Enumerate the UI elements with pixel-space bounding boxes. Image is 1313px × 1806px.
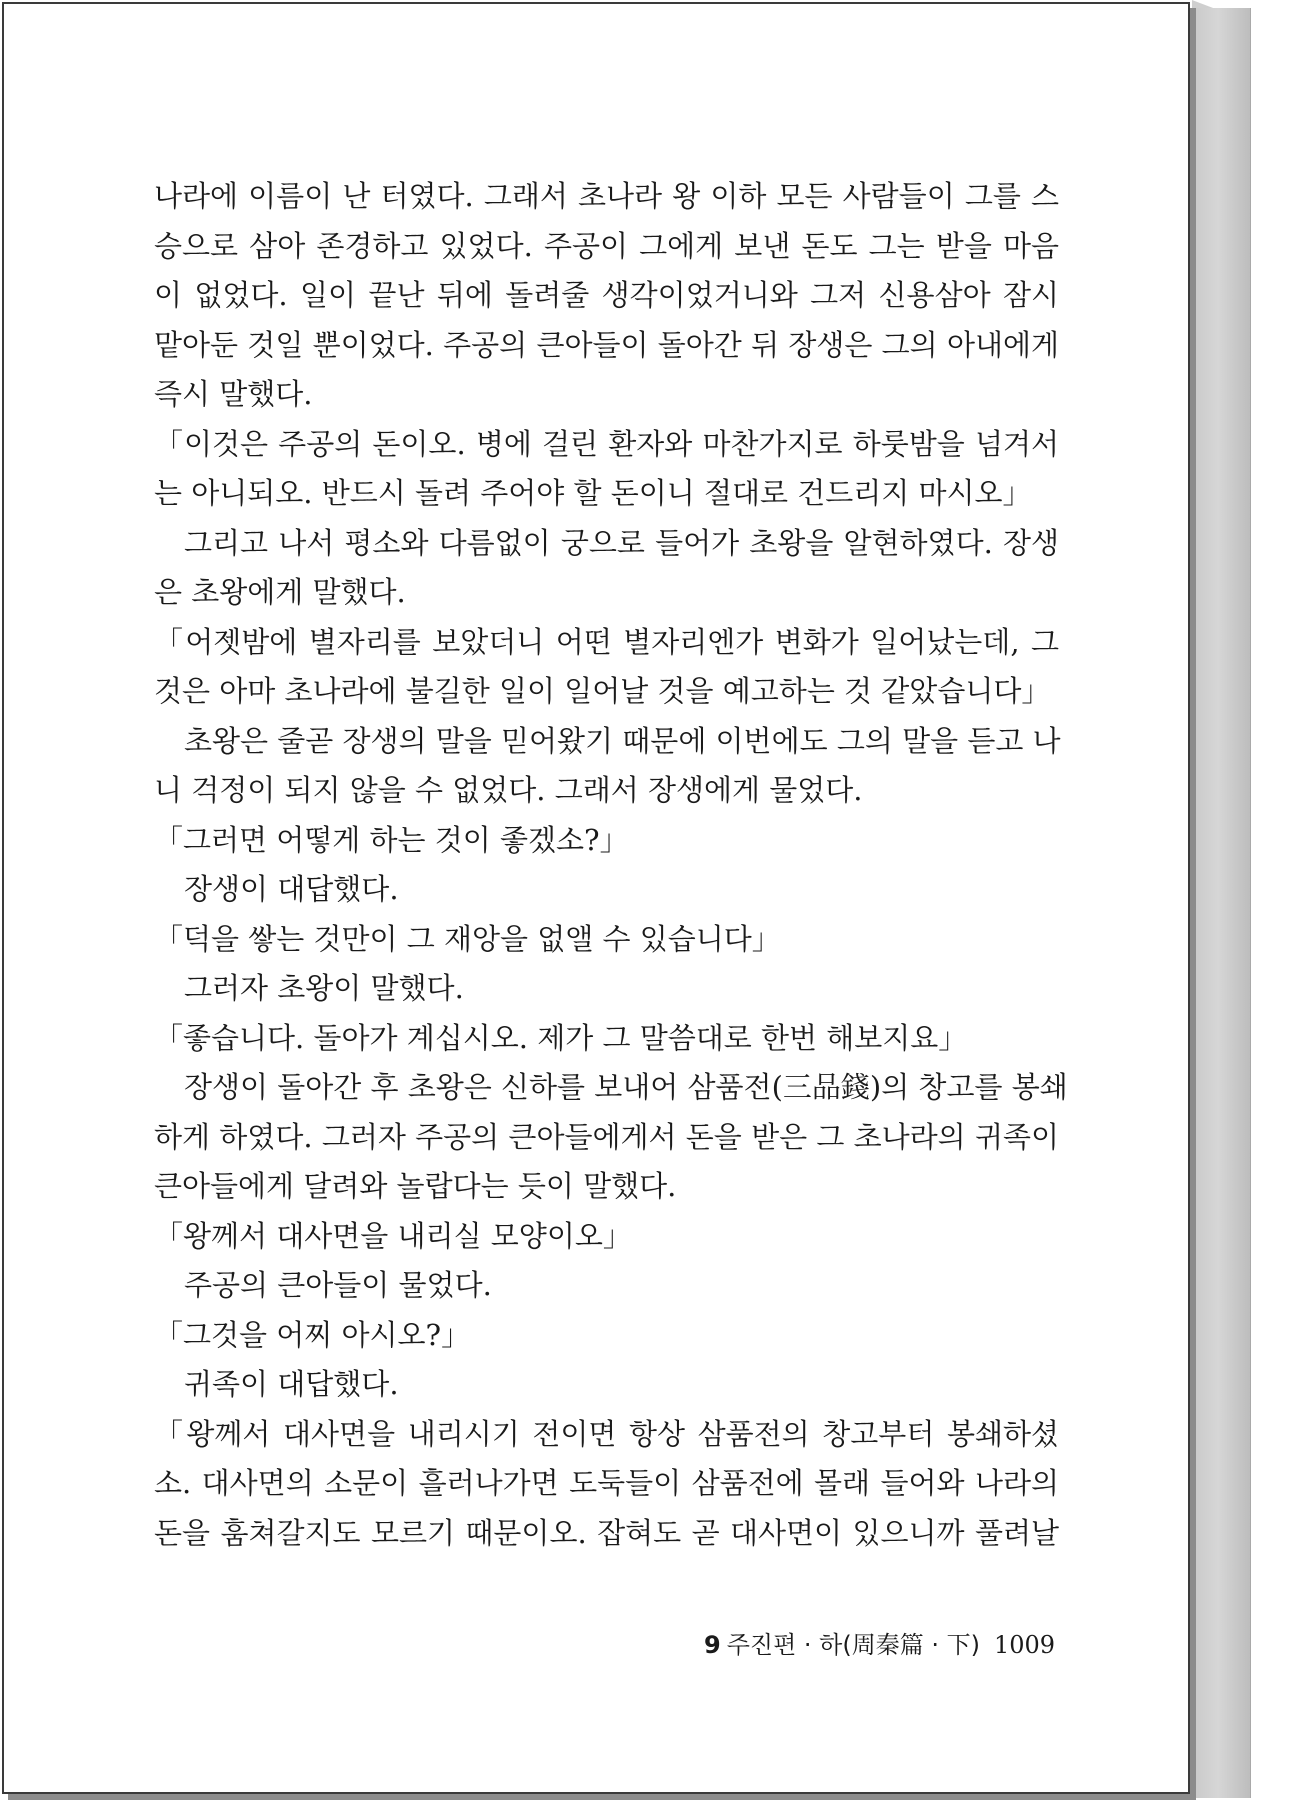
dialogue-line: 「그것을 어찌 아시오?」 xyxy=(154,1317,471,1352)
text-line: 그러자 초왕이 말했다. xyxy=(184,971,464,1005)
text-line: 귀족이 대답했다. xyxy=(184,1367,399,1401)
dialogue-line: 「왕께서 대사면을 내리시기 전이면 항상 삼품전의 창고부터 봉쇄하셨 xyxy=(154,1416,1059,1451)
book-spine xyxy=(1192,8,1251,1798)
dialogue-line: 는 아니되오. 반드시 돌려 주어야 할 돈이니 절대로 건드리지 마시오」 xyxy=(154,476,1032,510)
text-line: 그리고 나서 평소와 다름없이 궁으로 들어가 초왕을 알현하였다. 장생 xyxy=(184,525,1059,560)
page-number: 1009 xyxy=(993,1631,1056,1659)
dialogue-line: 「왕께서 대사면을 내리실 모양이오」 xyxy=(154,1218,632,1253)
dialogue-line: 「어젯밤에 별자리를 보았더니 어떤 별자리엔가 변화가 일어났는데, 그 xyxy=(154,624,1059,659)
text-line: 나라에 이름이 난 터였다. 그래서 초나라 왕 이하 모든 사람들이 그를 스 xyxy=(154,179,1059,213)
text-line: 초왕은 줄곧 장생의 말을 믿어왔기 때문에 이번에도 그의 말을 듣고 나 xyxy=(184,723,1061,758)
dialogue-line: 「덕을 쌓는 것만이 그 재앙을 없앨 수 있습니다」 xyxy=(154,921,781,956)
text-line: 주공의 큰아들이 물었다. xyxy=(184,1268,492,1302)
text-line: 이 없었다. 일이 끝난 뒤에 돌려줄 생각이었거니와 그저 신용삼아 잠시 xyxy=(154,278,1059,312)
text-line: 즉시 말했다. xyxy=(154,377,313,411)
text-line: 큰아들에게 달려와 놀랍다는 듯이 말했다. xyxy=(154,1169,677,1203)
chapter-title: 주진편 · 하(周秦篇 · 下) xyxy=(726,1631,980,1659)
dialogue-line: 「이것은 주공의 돈이오. 병에 걸린 환자와 마찬가지로 하룻밤을 넘겨서 xyxy=(154,426,1059,461)
text-line: 은 초왕에게 말했다. xyxy=(154,575,406,609)
dialogue-line: 것은 아마 초나라에 불길한 일이 일어날 것을 예고하는 것 같았습니다」 xyxy=(154,674,1051,708)
book-page xyxy=(2,2,1190,1794)
dialogue-line: 「그러면 어떻게 하는 것이 좋겠소?」 xyxy=(154,822,629,857)
text-line: 맡아둔 것일 뿐이었다. 주공의 큰아들이 돌아간 뒤 장생은 그의 아내에게 xyxy=(154,327,1059,362)
text-line: 장생이 돌아간 후 초왕은 신하를 보내어 삼품전(三品錢)의 창고를 봉쇄 xyxy=(184,1070,1068,1104)
dialogue-line: 소. 대사면의 소문이 흘러나가면 도둑들이 삼품전에 몰래 들어와 나라의 xyxy=(154,1466,1059,1500)
body-text xyxy=(154,172,1068,1558)
text-line: 승으로 삼아 존경하고 있었다. 주공이 그에게 보낸 돈도 그는 받을 마음 xyxy=(154,228,1059,263)
dialogue-line: 돈을 훔쳐갈지도 모르기 때문이오. 잡혀도 곧 대사면이 있으니까 풀려날 xyxy=(154,1515,1059,1550)
chapter-number: 9 xyxy=(704,1631,721,1659)
text-line: 하게 하였다. 그러자 주공의 큰아들에게서 돈을 받은 그 초나라의 귀족이 xyxy=(154,1119,1059,1154)
dialogue-line: 「좋습니다. 돌아가 계십시오. 제가 그 말씀대로 한번 해보지요」 xyxy=(154,1020,968,1055)
text-line: 니 걱정이 되지 않을 수 없었다. 그래서 장생에게 물었다. xyxy=(154,773,863,807)
text-line: 장생이 대답했다. xyxy=(184,872,399,906)
page-footer xyxy=(704,1625,1056,1660)
